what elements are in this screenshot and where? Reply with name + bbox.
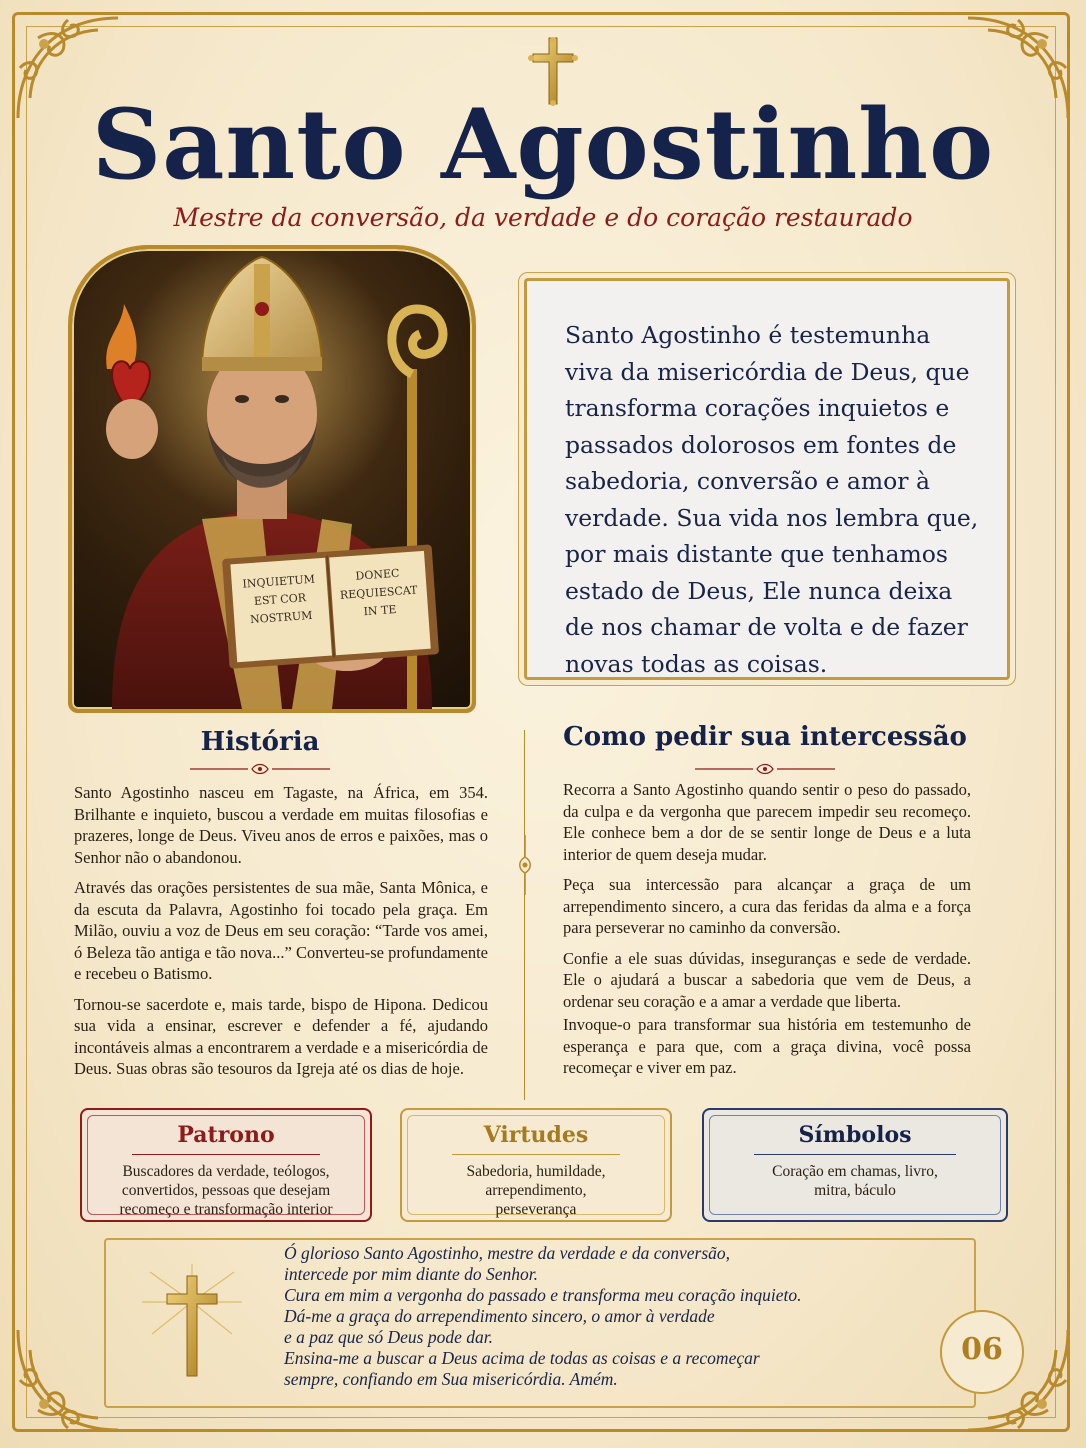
- virtudes-rule: [452, 1154, 620, 1155]
- book-left-line-1: INQUIETUM: [242, 572, 316, 591]
- prayer-line: sempre, confiando em Sua misericórdia. Amém.: [284, 1369, 618, 1389]
- page-number: 06: [961, 1332, 1003, 1367]
- intro-quote-box: [524, 278, 1010, 680]
- book-left-line-3: NOSTRUM: [249, 608, 313, 627]
- prayer-line: Cura em mim a vergonha do passado e transforma meu coração inquieto.: [284, 1285, 802, 1305]
- divider-ornament-icon: [695, 762, 835, 776]
- prayer-line: intercede por mim diante do Senhor.: [284, 1264, 539, 1284]
- prayer-line: Dá-me a graça do arrependimento sincero, o amor à verdade: [284, 1306, 715, 1326]
- divider-ornament-icon: [514, 835, 536, 895]
- intro-quote-text: Santo Agostinho é testemunha viva da misericórdia de Deus, que transforma corações inquietos e passados dolorosos em fontes de sabedoria, conversão e amor à verdade. Sua vida nos lembra que, por mais distante que tenhamos estado de Deus, Ele nunca deixa de nos chamar de volta e de fazer novas todas as coisas.: [565, 321, 979, 678]
- historia-paragraph: Santo Agostinho nasceu em Tagaste, na África, em 354. Brilhante e inquieto, buscou a verdade em muitas filosofias e prazeres, longe de Deus. Viveu anos de erros e paixões, mas o Senhor não o abandonou.: [74, 783, 488, 867]
- simbolos-text: Coração em chamas, livro, mitra, báculo: [772, 1163, 938, 1199]
- radiant-cross-icon: [140, 1262, 244, 1382]
- intercessao-text: [563, 779, 971, 1088]
- book-left-line-2: EST COR: [253, 591, 307, 608]
- patrono-title: Patrono: [177, 1122, 275, 1148]
- column-divider: [524, 730, 525, 1100]
- saint-portrait-illustration: [72, 249, 472, 709]
- page-subtitle: Mestre da conversão, da verdade e do coração restaurado: [173, 203, 913, 232]
- patrono-box: [80, 1108, 372, 1222]
- patrono-rule: [132, 1154, 320, 1155]
- intercessao-paragraph: Confie a ele suas dúvidas, inseguranças e sede de verdade. Ele o ajudará a buscar a sabedoria que vem de Deus, a ordenar seu coração e a amar a verdade que liberta.: [563, 948, 971, 1011]
- prayer-line: e a paz que só Deus pode dar.: [284, 1327, 494, 1347]
- virtudes-text: Sabedoria, humildade, arrependimento, perseverança: [466, 1163, 606, 1218]
- prayer-line: Ensina-me a buscar a Deus acima de todas as coisas e a recomeçar: [284, 1348, 760, 1368]
- divider-ornament-icon: [190, 762, 330, 776]
- prayer-line: Ó glorioso Santo Agostinho, mestre da verdade e da conversão,: [284, 1243, 731, 1263]
- book-right-line-3: IN TE: [363, 602, 397, 619]
- book-right-line-1: DONEC: [355, 566, 400, 583]
- simbolos-title: Símbolos: [798, 1122, 912, 1148]
- historia-paragraph: Tornou-se sacerdote e, mais tarde, bispo de Hipona. Dedicou sua vida a ensinar, escrever e defender a fé, ajudando incontáveis almas a encontrarem a verdade e a misericórdia de Deus. Suas obras são tesouros da Igreja até os dias de hoje.: [74, 994, 488, 1078]
- page-number-badge: [940, 1310, 1024, 1394]
- simbolos-box: [702, 1108, 1008, 1222]
- page-title: Santo Agostinho: [91, 88, 995, 201]
- section-title-historia: História: [200, 727, 320, 757]
- virtudes-box: [400, 1108, 672, 1222]
- intercessao-paragraph: Recorra a Santo Agostinho quando sentir o peso do passado, da culpa e da vergonha que parecem impedir seu recomeço. Ele conhece bem a dor de se sentir longe de Deus e a luta interior de quem deseja mudar.: [563, 780, 971, 864]
- historia-paragraph: Através das orações persistentes de sua mãe, Santa Mônica, e da escuta da Palavra, Agostinho foi tocado pela graça. Em Milão, ouviu a voz de Deus em seu coração: “Tarde vos amei, ó Beleza tão antiga e tão nova...” Converteu-se profundamente e recebeu o Batismo.: [74, 878, 488, 983]
- section-title-intercessao: Como pedir sua intercessão: [563, 722, 967, 752]
- prayer-text: [284, 1243, 884, 1390]
- simbolos-rule: [754, 1154, 956, 1155]
- intercessao-paragraph: Invoque-o para transformar sua história em testemunho de esperança e para que, com a graça divina, você possa recomeçar e viver em paz.: [563, 1015, 971, 1077]
- virtudes-title: Virtudes: [483, 1122, 589, 1148]
- book-right-line-2: REQUIESCAT: [339, 583, 418, 602]
- intercessao-paragraph: Peça sua intercessão para alcançar a graça de um arrependimento sincero, a cura das feridas da alma e a força para perseverar no caminho da conversão.: [563, 875, 971, 937]
- patrono-text: Buscadores da verdade, teólogos, convertidos, pessoas que desejam recomeço e transformação interior: [119, 1163, 333, 1218]
- saint-portrait: [68, 245, 476, 713]
- historia-text: [74, 782, 488, 1089]
